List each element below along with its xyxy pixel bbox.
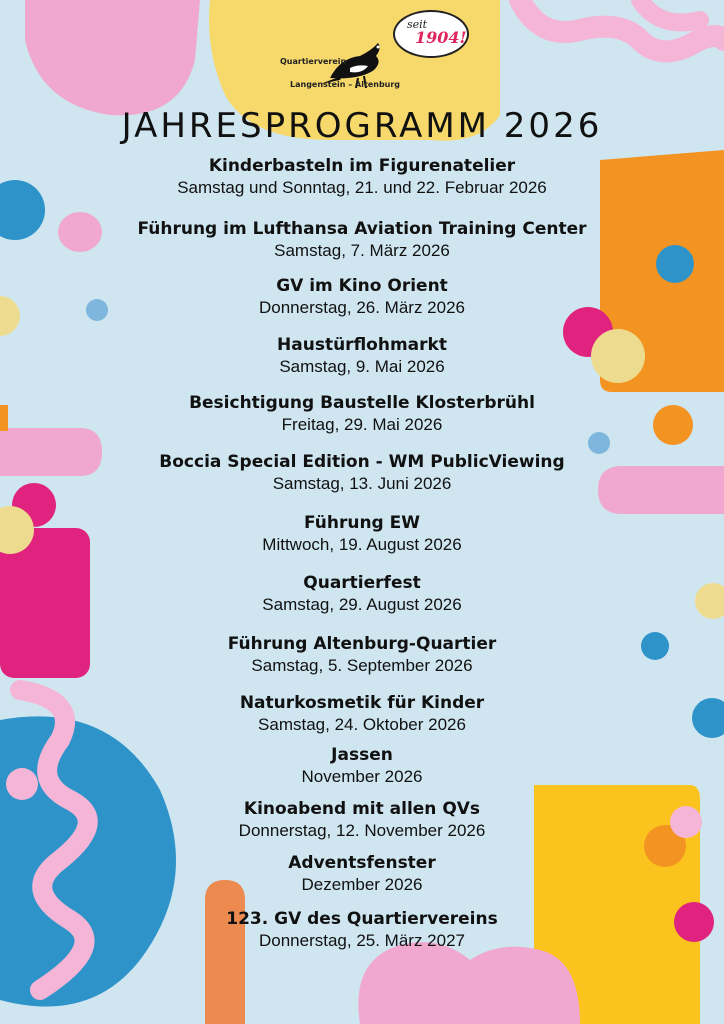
event-name: Boccia Special Edition - WM PublicViewing [159,452,565,472]
event-date: Samstag, 7. März 2026 [274,241,450,260]
event-item [0,275,724,319]
event-date: Samstag, 29. August 2026 [262,595,462,614]
event-item [0,334,724,378]
event-item [0,512,724,556]
event-date: Donnerstag, 25. März 2027 [258,931,465,950]
event-name: 123. GV des Quartiervereins [226,909,498,929]
event-date: Mittwoch, 19. August 2026 [262,535,462,554]
logo-name-line1: Quartierverein [280,57,347,66]
event-date: Donnerstag, 12. November 2026 [238,821,486,840]
event-item [0,692,724,736]
event-item [0,852,724,896]
event-name: Haustürflohmarkt [277,335,447,355]
event-date: Dezember 2026 [301,875,423,894]
logo [275,10,475,95]
event-item [0,155,724,199]
event-name: Führung Altenburg-Quartier [227,634,497,654]
event-date: Samstag, 9. Mai 2026 [279,357,445,376]
pink-blob-bottom [358,942,580,1024]
event-date: Donnerstag, 26. März 2026 [258,298,465,317]
orange-column-bottom [205,880,245,1024]
event-date: November 2026 [301,767,423,786]
event-name: Kinoabend mit allen QVs [243,799,481,819]
pink-blob-top [25,0,200,115]
event-name: Besichtigung Baustelle Klosterbrühl [189,393,535,413]
event-item [0,633,724,677]
event-name: Adventsfenster [288,853,436,873]
event-date: Samstag und Sonntag, 21. und 22. Februar 2026 [177,178,547,197]
event-date: Samstag, 5. September 2026 [251,656,473,675]
event-item [0,451,724,495]
page-title: JAHRESPROGRAMM 2026 [121,106,603,146]
event-name: GV im Kino Orient [276,276,448,296]
event-date: Samstag, 13. Juni 2026 [272,474,452,493]
event-item [0,744,724,788]
event-name: Führung im Lufthansa Aviation Training Center [137,219,587,239]
event-name: Kinderbasteln im Figurenatelier [208,156,516,176]
event-item [0,798,724,842]
event-item [0,392,724,436]
event-item [0,572,724,616]
badge-seit: seit [407,18,428,31]
event-date: Freitag, 29. Mai 2026 [281,415,443,434]
logo-name-line2: Langenstein – Altenburg [290,80,401,89]
event-name: Quartierfest [303,573,421,593]
event-item [0,908,724,952]
event-date: Samstag, 24. Oktober 2026 [258,715,466,734]
event-item [0,218,724,262]
event-name: Führung EW [303,513,420,533]
event-name: Naturkosmetik für Kinder [239,693,485,713]
event-name: Jassen [331,745,393,765]
badge-year: 1904! [415,28,467,47]
